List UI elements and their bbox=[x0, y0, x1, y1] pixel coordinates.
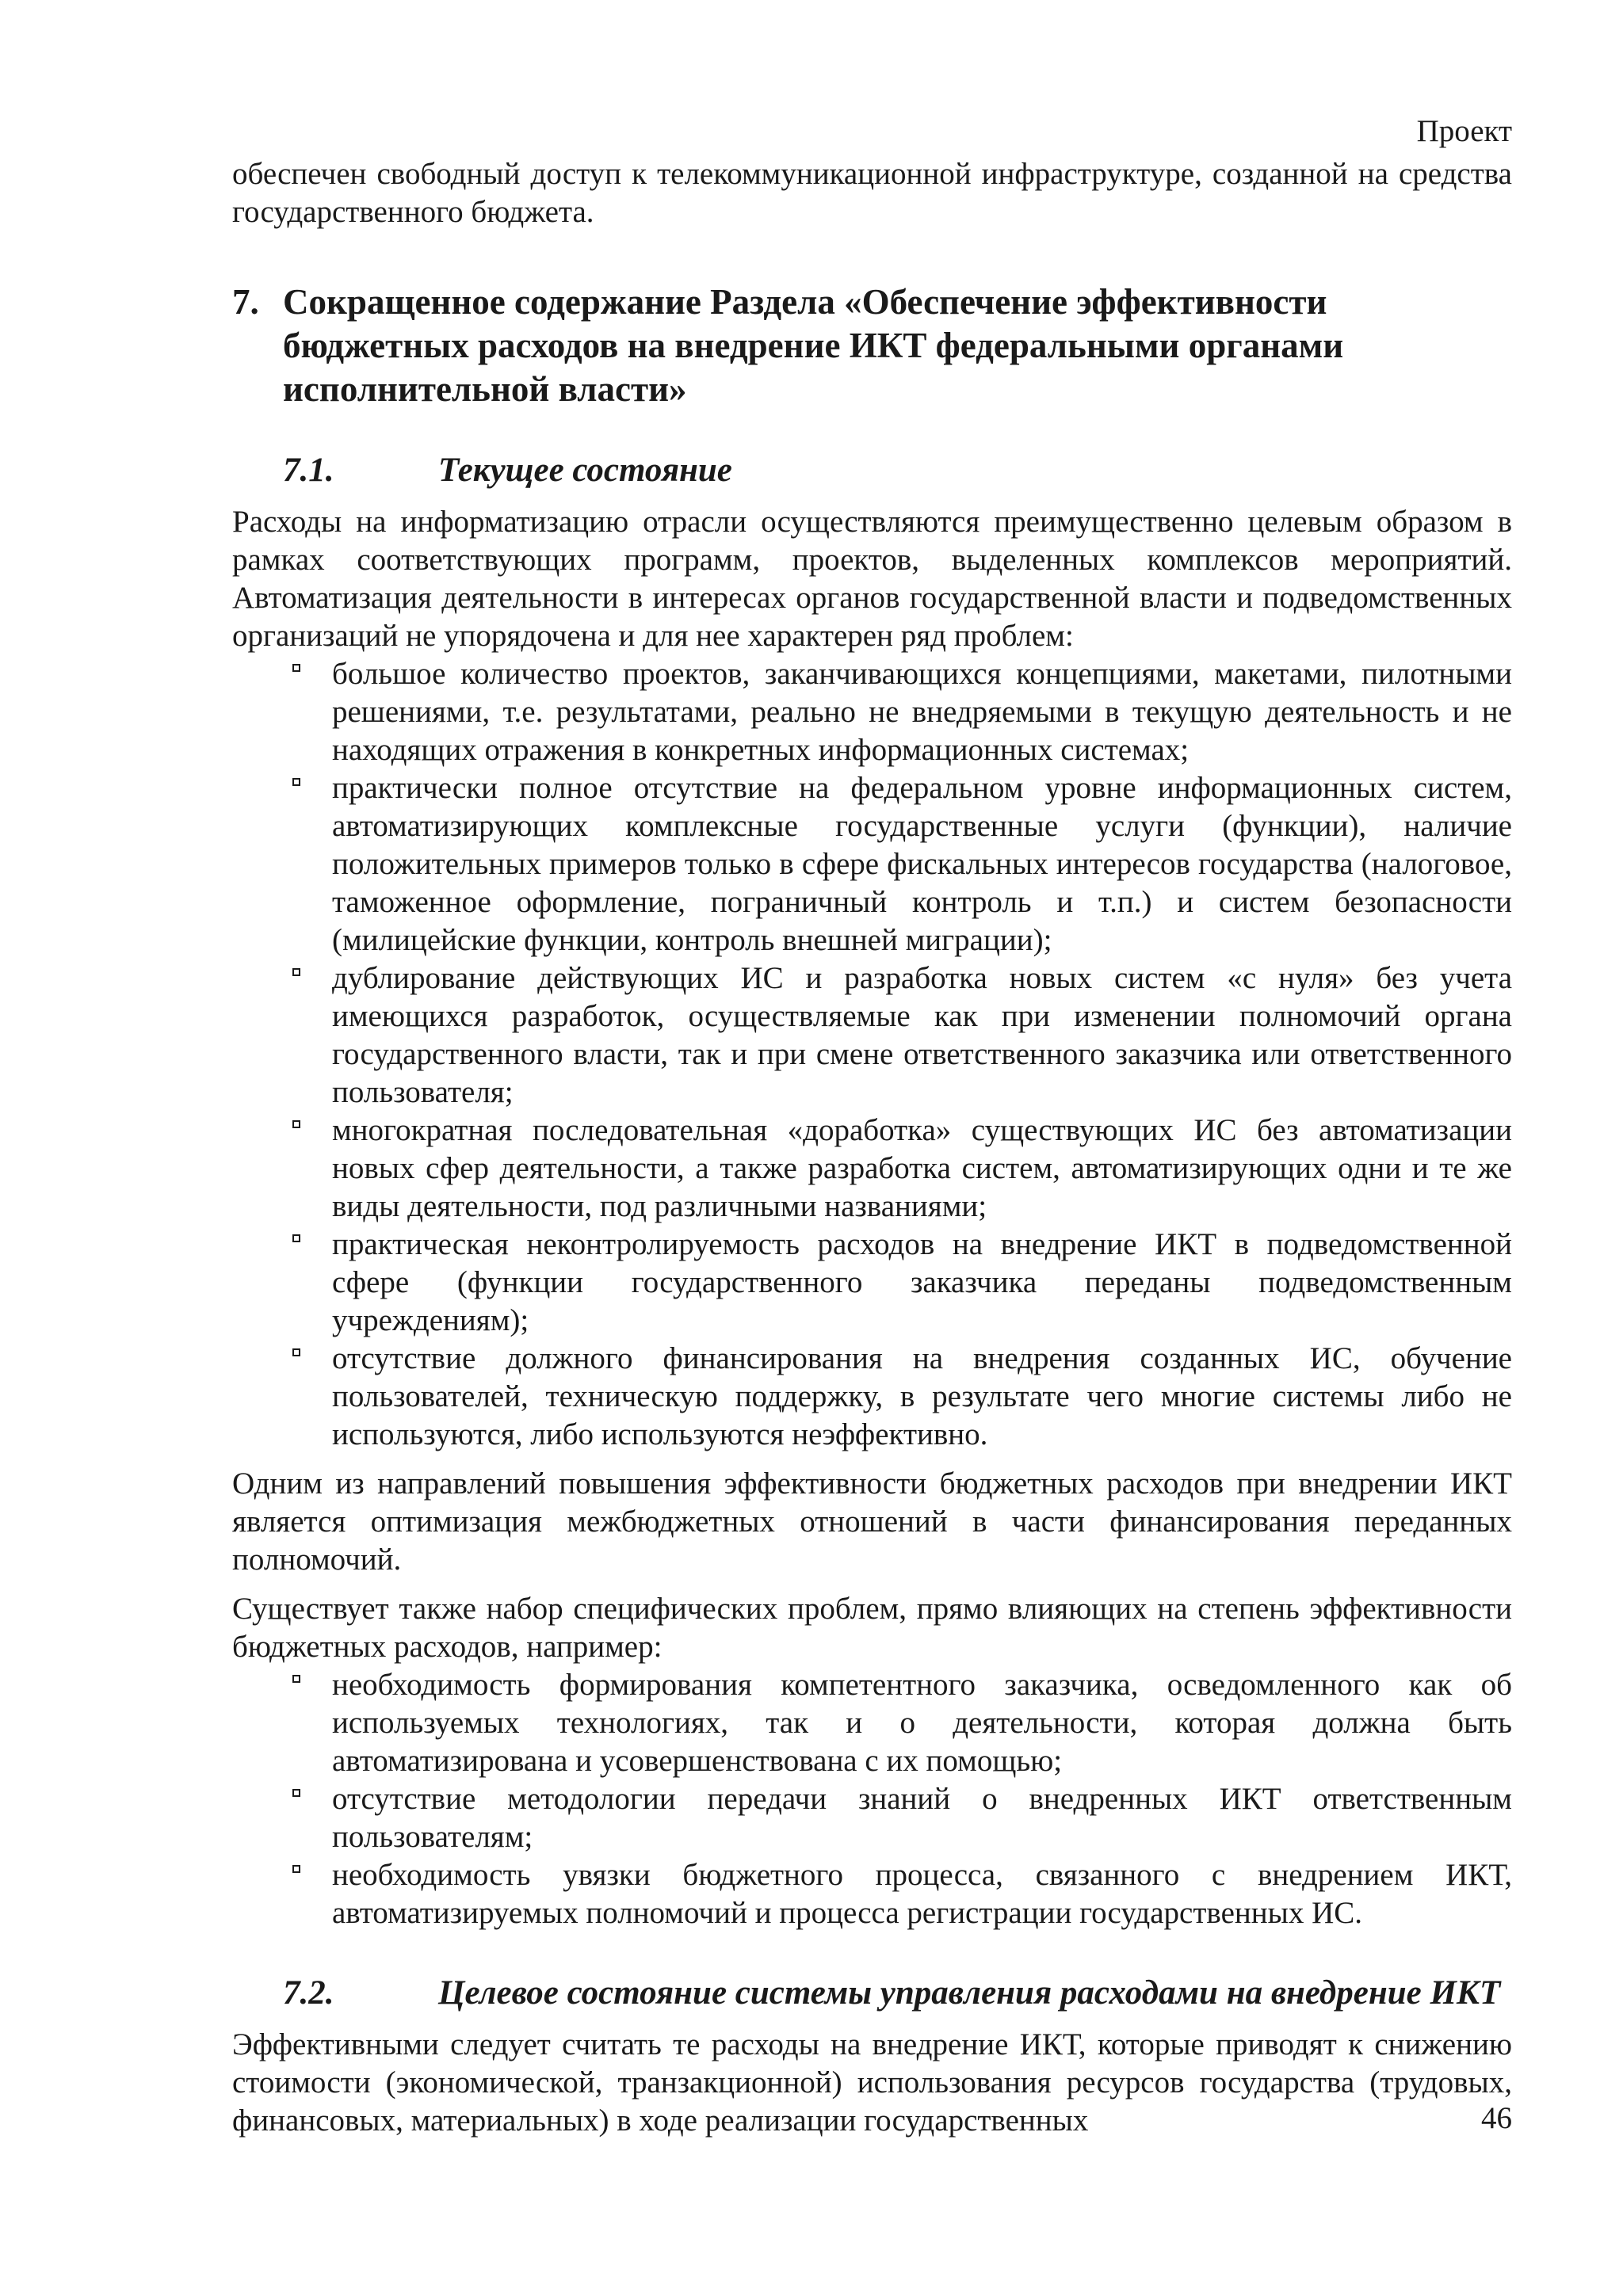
square-bullet-icon bbox=[292, 1120, 300, 1128]
subsection-1-paragraph-2: Одним из направлений повышения эффективности бюджетных расходов при внедрении ИКТ является оптимизация межбюджетных отношений в части финансирования переданных полномочий. bbox=[232, 1466, 1512, 1577]
intro-paragraph: обеспечен свободный доступ к телекоммуникационной инфраструктуре, созданной на средства государственного бюджета. bbox=[232, 157, 1512, 229]
specific-problem-list bbox=[232, 1666, 1512, 1932]
list-item: отсутствие методологии передачи знаний о внедренных ИКТ ответственным пользователям; bbox=[332, 1780, 1512, 1856]
subsection-1-paragraph-1: Расходы на информатизацию отрасли осуществляются преимущественно целевым образом в рамках соответствующих программ, проектов, выделенных комплексов мероприятий. Автоматизация деятельности в интересах органов государственной власти и подведомственных организаций не упорядочена и для нее характерен ряд проблем: bbox=[232, 505, 1512, 653]
square-bullet-icon bbox=[292, 664, 300, 672]
problem-list bbox=[232, 655, 1512, 1454]
section-title: Сокращенное содержание Раздела «Обеспечение эффективности бюджетных расходов на внедрение ИКТ федеральными органами исполнительной власти» bbox=[283, 282, 1344, 409]
draft-label: Проект bbox=[1416, 114, 1512, 148]
square-bullet-icon bbox=[292, 1234, 300, 1242]
subsection-1-number: 7.1. bbox=[283, 452, 334, 489]
page-content bbox=[232, 155, 1512, 2140]
subsection-1-title: Текущее состояние bbox=[438, 452, 732, 489]
square-bullet-icon bbox=[292, 968, 300, 976]
square-bullet-icon bbox=[292, 1675, 300, 1683]
page-number: 46 bbox=[1481, 2101, 1512, 2135]
subsection-1-heading bbox=[232, 451, 1512, 490]
subsection-2-title: Целевое состояние системы управления расходами на внедрение ИКТ bbox=[438, 1974, 1501, 2012]
section-number: 7. bbox=[232, 282, 259, 322]
square-bullet-icon bbox=[292, 1348, 300, 1356]
list-item: необходимость формирования компетентного заказчика, осведомленного как об используемых технологиях, так и о деятельности, которая должна быть автоматизирована и усовершенствована с их помощью; bbox=[332, 1666, 1512, 1780]
section-heading bbox=[232, 280, 1512, 411]
subsection-1-paragraph-3: Существует также набор специфических проблем, прямо влияющих на степень эффективности бюджетных расходов, например: bbox=[232, 1592, 1512, 1664]
subsection-2-number: 7.2. bbox=[283, 1974, 334, 2012]
list-item: практически полное отсутствие на федеральном уровне информационных систем, автоматизирующих комплексные государственные услуги (функции), наличие положительных примеров только в сфере фискальных интересов государства (налоговое, таможенное оформление, пограничный контроль и т.п.) и систем безопасности (милицейские функции, контроль внешней миграции); bbox=[332, 769, 1512, 959]
list-item: необходимость увязки бюджетного процесса, связанного с внедрением ИКТ, автоматизируемых полномочий и процесса регистрации государственных ИС. bbox=[332, 1856, 1512, 1932]
subsection-2-paragraph-1: Эффективными следует считать те расходы на внедрение ИКТ, которые приводят к снижению стоимости (экономической, транзакционной) использования ресурсов государства (трудовых, финансовых, материальных) в ходе реализации государственных bbox=[232, 2027, 1512, 2138]
list-item: практическая неконтролируемость расходов на внедрение ИКТ в подведомственной сфере (функции государственного заказчика переданы подведомственным учреждениям); bbox=[332, 1226, 1512, 1340]
square-bullet-icon bbox=[292, 1789, 300, 1797]
subsection-2-heading bbox=[232, 1974, 1512, 2013]
list-item: большое количество проектов, заканчивающихся концепциями, макетами, пилотными решениями, т.е. результатами, реально не внедряемыми в текущую деятельность и не находящих отражения в конкретных информационных системах; bbox=[332, 655, 1512, 769]
square-bullet-icon bbox=[292, 778, 300, 786]
square-bullet-icon bbox=[292, 1865, 300, 1873]
list-item: дублирование действующих ИС и разработка новых систем «с нуля» без учета имеющихся разработок, осуществляемые как при изменении полномочий органа государственного власти, так и при смене ответственного заказчика или ответственного пользователя; bbox=[332, 959, 1512, 1112]
list-item: отсутствие должного финансирования на внедрения созданных ИС, обучение пользователей, техническую поддержку, в результате чего многие системы либо не используются, либо используются неэффективно. bbox=[332, 1340, 1512, 1454]
list-item: многократная последовательная «доработка» существующих ИС без автоматизации новых сфер деятельности, а также разработка систем, автоматизирующих одни и те же виды деятельности, под различными названиями; bbox=[332, 1112, 1512, 1226]
